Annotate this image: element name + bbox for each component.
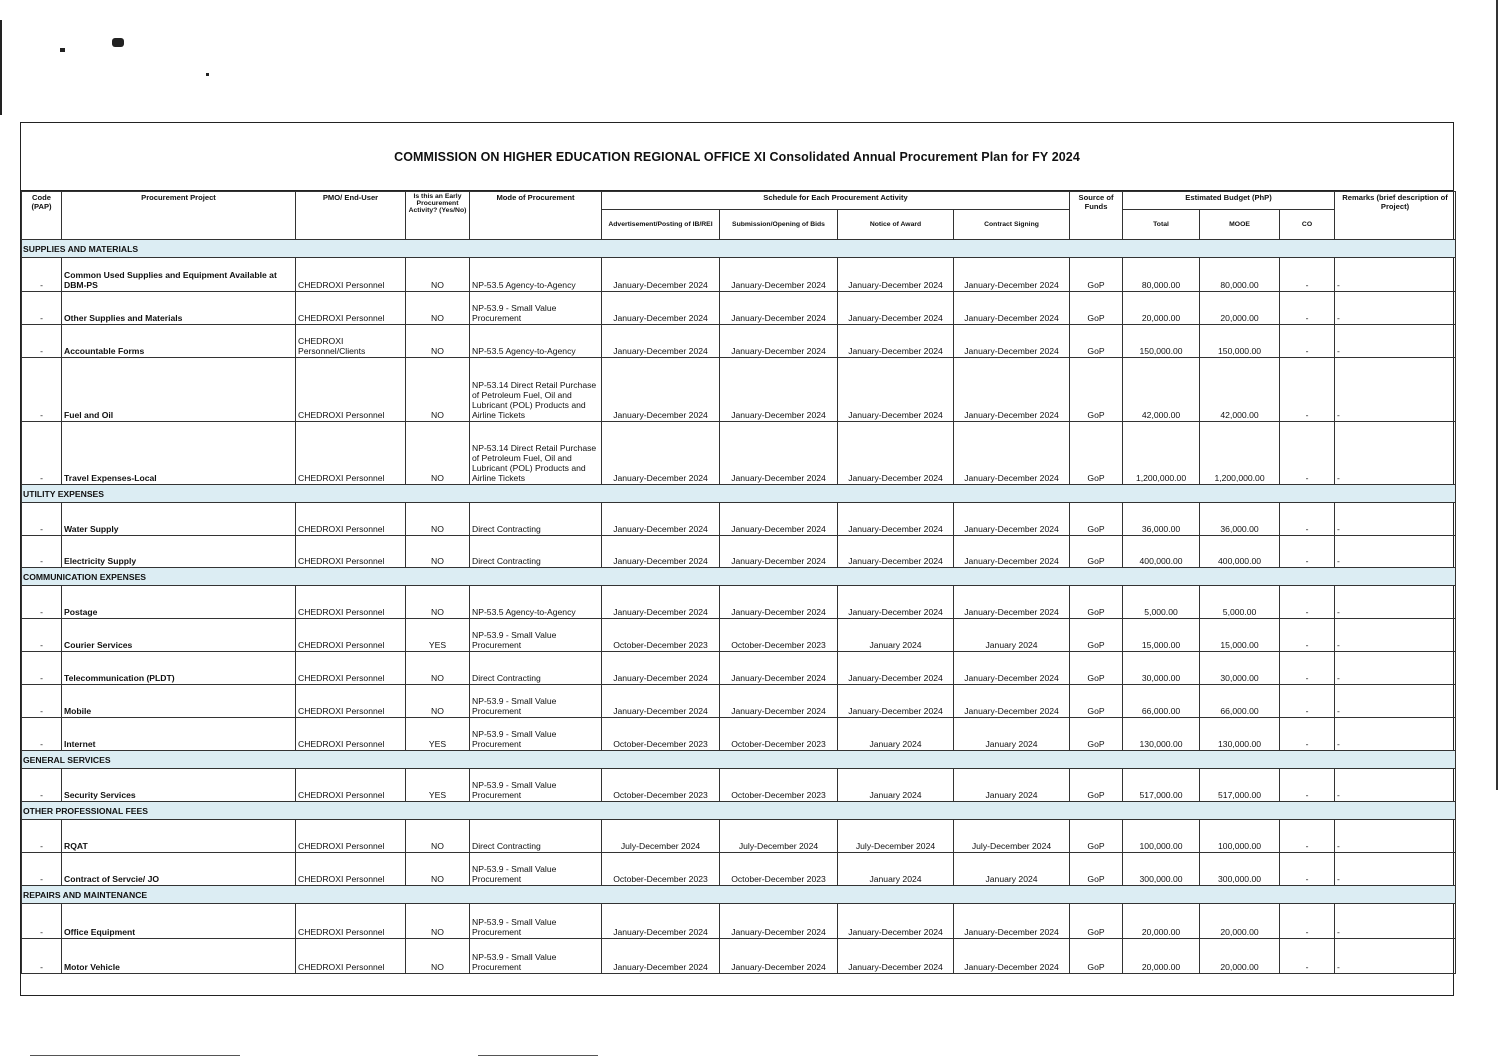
submission-cell: January-December 2024: [720, 358, 838, 422]
notice-of-award-cell: January 2024: [838, 718, 954, 751]
source-of-funds-cell: GoP: [1070, 536, 1123, 568]
source-of-funds-cell: GoP: [1070, 358, 1123, 422]
mode-cell: NP-53.14 Direct Retail Purchase of Petroleum Fuel, Oil and Lubricant (POL) Products and Airline Tickets: [470, 358, 602, 422]
procurement-table-body: [22, 240, 1456, 974]
mooe-cell: 36,000.00: [1200, 503, 1280, 536]
co-cell: -: [1280, 904, 1335, 939]
early-procurement-cell: NO: [406, 503, 470, 536]
advertisement-cell: January-December 2024: [602, 904, 720, 939]
contract-signing-cell: January-December 2024: [954, 258, 1070, 292]
early-procurement-cell: NO: [406, 685, 470, 718]
early-procurement-cell: NO: [406, 258, 470, 292]
total-cell: 30,000.00: [1123, 652, 1200, 685]
mooe-cell: 80,000.00: [1200, 258, 1280, 292]
mooe-cell: 5,000.00: [1200, 586, 1280, 619]
pmo-cell: CHEDROXI Personnel: [296, 619, 406, 652]
early-procurement-cell: NO: [406, 536, 470, 568]
code-cell: -: [22, 422, 62, 485]
advertisement-cell: January-December 2024: [602, 258, 720, 292]
category-label: COMMUNICATION EXPENSES: [22, 568, 1456, 586]
mode-cell: NP-53.9 - Small Value Procurement: [470, 685, 602, 718]
pmo-cell: CHEDROXI Personnel: [296, 586, 406, 619]
advertisement-cell: January-December 2024: [602, 503, 720, 536]
project-cell: Internet: [62, 718, 296, 751]
source-of-funds-cell: GoP: [1070, 718, 1123, 751]
total-cell: 66,000.00: [1123, 685, 1200, 718]
submission-cell: October-December 2023: [720, 853, 838, 886]
remarks-cell: -: [1335, 536, 1456, 568]
submission-cell: January-December 2024: [720, 536, 838, 568]
contract-signing-cell: January-December 2024: [954, 503, 1070, 536]
table-row: [22, 619, 1456, 652]
notice-of-award-cell: January-December 2024: [838, 422, 954, 485]
project-cell: Accountable Forms: [62, 325, 296, 358]
co-cell: -: [1280, 619, 1335, 652]
project-cell: Postage: [62, 586, 296, 619]
notice-of-award-cell: July-December 2024: [838, 820, 954, 853]
co-cell: -: [1280, 769, 1335, 802]
category-row: [22, 240, 1456, 258]
early-procurement-cell: NO: [406, 358, 470, 422]
remarks-cell: -: [1335, 718, 1456, 751]
advertisement-cell: January-December 2024: [602, 685, 720, 718]
total-cell: 15,000.00: [1123, 619, 1200, 652]
mode-cell: NP-53.9 - Small Value Procurement: [470, 718, 602, 751]
mooe-cell: 42,000.00: [1200, 358, 1280, 422]
project-cell: Electricity Supply: [62, 536, 296, 568]
table-row: [22, 503, 1456, 536]
co-cell: -: [1280, 853, 1335, 886]
submission-cell: July-December 2024: [720, 820, 838, 853]
pmo-cell: CHEDROXI Personnel: [296, 853, 406, 886]
pmo-cell: CHEDROXI Personnel: [296, 718, 406, 751]
code-cell: -: [22, 939, 62, 974]
source-of-funds-cell: GoP: [1070, 939, 1123, 974]
advertisement-cell: October-December 2023: [602, 769, 720, 802]
mode-cell: Direct Contracting: [470, 503, 602, 536]
document-title: COMMISSION ON HIGHER EDUCATION REGIONAL OFFICE XI Consolidated Annual Procurement Plan for FY 2024: [394, 149, 1080, 164]
source-of-funds-cell: GoP: [1070, 325, 1123, 358]
remarks-cell: -: [1335, 652, 1456, 685]
category-label: UTILITY EXPENSES: [22, 485, 1456, 503]
category-row: [22, 485, 1456, 503]
project-cell: Courier Services: [62, 619, 296, 652]
submission-cell: January-December 2024: [720, 258, 838, 292]
remarks-cell: -: [1335, 904, 1456, 939]
notice-of-award-cell: January-December 2024: [838, 536, 954, 568]
remarks-cell: -: [1335, 325, 1456, 358]
advertisement-cell: January-December 2024: [602, 652, 720, 685]
submission-cell: October-December 2023: [720, 718, 838, 751]
remarks-cell: -: [1335, 586, 1456, 619]
project-cell: Telecommunication (PLDT): [62, 652, 296, 685]
early-procurement-cell: NO: [406, 292, 470, 325]
mooe-cell: 15,000.00: [1200, 619, 1280, 652]
table-row: [22, 769, 1456, 802]
header-remarks: Remarks (brief description of Project): [1335, 192, 1456, 240]
mooe-cell: 20,000.00: [1200, 939, 1280, 974]
early-procurement-cell: NO: [406, 853, 470, 886]
header-pmo: PMO/ End-User: [296, 192, 406, 240]
source-of-funds-cell: GoP: [1070, 503, 1123, 536]
contract-signing-cell: January-December 2024: [954, 685, 1070, 718]
source-of-funds-cell: GoP: [1070, 820, 1123, 853]
total-cell: 150,000.00: [1123, 325, 1200, 358]
total-cell: 20,000.00: [1123, 939, 1200, 974]
pmo-cell: CHEDROXI Personnel: [296, 422, 406, 485]
mode-cell: Direct Contracting: [470, 652, 602, 685]
early-procurement-cell: YES: [406, 718, 470, 751]
table-row: [22, 422, 1456, 485]
source-of-funds-cell: GoP: [1070, 292, 1123, 325]
advertisement-cell: January-December 2024: [602, 292, 720, 325]
notice-of-award-cell: January-December 2024: [838, 258, 954, 292]
mode-cell: NP-53.5 Agency-to-Agency: [470, 325, 602, 358]
co-cell: -: [1280, 939, 1335, 974]
code-cell: -: [22, 325, 62, 358]
co-cell: -: [1280, 820, 1335, 853]
early-procurement-cell: NO: [406, 422, 470, 485]
notice-of-award-cell: January-December 2024: [838, 939, 954, 974]
category-row: [22, 802, 1456, 820]
co-cell: -: [1280, 325, 1335, 358]
submission-cell: January-December 2024: [720, 325, 838, 358]
remarks-cell: -: [1335, 258, 1456, 292]
mode-cell: NP-53.9 - Small Value Procurement: [470, 292, 602, 325]
contract-signing-cell: January-December 2024: [954, 939, 1070, 974]
advertisement-cell: October-December 2023: [602, 718, 720, 751]
mooe-cell: 20,000.00: [1200, 904, 1280, 939]
pmo-cell: CHEDROXI Personnel: [296, 258, 406, 292]
code-cell: -: [22, 503, 62, 536]
header-co: CO: [1280, 210, 1335, 240]
source-of-funds-cell: GoP: [1070, 586, 1123, 619]
pmo-cell: CHEDROXI Personnel/Clients: [296, 325, 406, 358]
contract-signing-cell: January-December 2024: [954, 586, 1070, 619]
mooe-cell: 300,000.00: [1200, 853, 1280, 886]
project-cell: Fuel and Oil: [62, 358, 296, 422]
mode-cell: NP-53.9 - Small Value Procurement: [470, 853, 602, 886]
project-cell: Mobile: [62, 685, 296, 718]
project-cell: Office Equipment: [62, 904, 296, 939]
contract-signing-cell: January-December 2024: [954, 904, 1070, 939]
total-cell: 517,000.00: [1123, 769, 1200, 802]
code-cell: -: [22, 820, 62, 853]
submission-cell: January-December 2024: [720, 685, 838, 718]
project-cell: Motor Vehicle: [62, 939, 296, 974]
code-cell: -: [22, 258, 62, 292]
co-cell: -: [1280, 422, 1335, 485]
contract-signing-cell: January 2024: [954, 769, 1070, 802]
total-cell: 1,200,000.00: [1123, 422, 1200, 485]
pmo-cell: CHEDROXI Personnel: [296, 292, 406, 325]
early-procurement-cell: NO: [406, 586, 470, 619]
total-cell: 300,000.00: [1123, 853, 1200, 886]
table-row: [22, 358, 1456, 422]
advertisement-cell: October-December 2023: [602, 853, 720, 886]
mooe-cell: 400,000.00: [1200, 536, 1280, 568]
source-of-funds-cell: GoP: [1070, 258, 1123, 292]
header-contract-signing: Contract Signing: [954, 210, 1070, 240]
total-cell: 80,000.00: [1123, 258, 1200, 292]
pmo-cell: CHEDROXI Personnel: [296, 652, 406, 685]
early-procurement-cell: NO: [406, 904, 470, 939]
code-cell: -: [22, 619, 62, 652]
early-procurement-cell: NO: [406, 939, 470, 974]
notice-of-award-cell: January 2024: [838, 619, 954, 652]
mooe-cell: 20,000.00: [1200, 292, 1280, 325]
contract-signing-cell: January 2024: [954, 718, 1070, 751]
contract-signing-cell: January 2024: [954, 853, 1070, 886]
table-row: [22, 685, 1456, 718]
submission-cell: October-December 2023: [720, 619, 838, 652]
mooe-cell: 150,000.00: [1200, 325, 1280, 358]
mooe-cell: 30,000.00: [1200, 652, 1280, 685]
mode-cell: NP-53.14 Direct Retail Purchase of Petroleum Fuel, Oil and Lubricant (POL) Products and Airline Tickets: [470, 422, 602, 485]
notice-of-award-cell: January-December 2024: [838, 325, 954, 358]
category-label: SUPPLIES AND MATERIALS: [22, 240, 1456, 258]
header-schedule: Schedule for Each Procurement Activity: [602, 192, 1070, 210]
header-submission: Submission/Opening of Bids: [720, 210, 838, 240]
submission-cell: January-December 2024: [720, 422, 838, 485]
early-procurement-cell: YES: [406, 769, 470, 802]
signature-line: [478, 1055, 598, 1056]
pmo-cell: CHEDROXI Personnel: [296, 503, 406, 536]
notice-of-award-cell: January-December 2024: [838, 292, 954, 325]
scan-speck: [112, 38, 124, 47]
remarks-cell: -: [1335, 503, 1456, 536]
category-label: OTHER PROFESSIONAL FEES: [22, 802, 1456, 820]
remarks-cell: -: [1335, 939, 1456, 974]
table-row: [22, 325, 1456, 358]
code-cell: -: [22, 769, 62, 802]
mode-cell: Direct Contracting: [470, 536, 602, 568]
pmo-cell: CHEDROXI Personnel: [296, 820, 406, 853]
category-row: [22, 886, 1456, 904]
project-cell: Other Supplies and Materials: [62, 292, 296, 325]
mooe-cell: 517,000.00: [1200, 769, 1280, 802]
notice-of-award-cell: January-December 2024: [838, 358, 954, 422]
advertisement-cell: January-December 2024: [602, 358, 720, 422]
contract-signing-cell: January-December 2024: [954, 292, 1070, 325]
remarks-cell: -: [1335, 685, 1456, 718]
pmo-cell: CHEDROXI Personnel: [296, 939, 406, 974]
table-row: [22, 652, 1456, 685]
remarks-cell: -: [1335, 292, 1456, 325]
remarks-cell: -: [1335, 619, 1456, 652]
header-mode: Mode of Procurement: [470, 192, 602, 240]
project-cell: Common Used Supplies and Equipment Available at DBM-PS: [62, 258, 296, 292]
project-cell: Contract of Servcie/ JO: [62, 853, 296, 886]
table-row: [22, 258, 1456, 292]
remarks-cell: -: [1335, 769, 1456, 802]
mode-cell: NP-53.9 - Small Value Procurement: [470, 619, 602, 652]
submission-cell: January-December 2024: [720, 292, 838, 325]
code-cell: -: [22, 718, 62, 751]
procurement-table: [21, 191, 1456, 974]
header-project: Procurement Project: [62, 192, 296, 240]
pmo-cell: CHEDROXI Personnel: [296, 769, 406, 802]
notice-of-award-cell: January 2024: [838, 853, 954, 886]
source-of-funds-cell: GoP: [1070, 652, 1123, 685]
code-cell: -: [22, 652, 62, 685]
advertisement-cell: January-December 2024: [602, 422, 720, 485]
co-cell: -: [1280, 258, 1335, 292]
submission-cell: January-December 2024: [720, 503, 838, 536]
early-procurement-cell: YES: [406, 619, 470, 652]
co-cell: -: [1280, 292, 1335, 325]
code-cell: -: [22, 586, 62, 619]
title-row: [21, 123, 1453, 191]
co-cell: -: [1280, 718, 1335, 751]
header-code: Code (PAP): [22, 192, 62, 240]
remarks-cell: -: [1335, 820, 1456, 853]
header-total: Total: [1123, 210, 1200, 240]
table-row: [22, 292, 1456, 325]
total-cell: 20,000.00: [1123, 904, 1200, 939]
mode-cell: NP-53.5 Agency-to-Agency: [470, 258, 602, 292]
pmo-cell: CHEDROXI Personnel: [296, 358, 406, 422]
source-of-funds-cell: GoP: [1070, 904, 1123, 939]
table-row: [22, 586, 1456, 619]
submission-cell: January-December 2024: [720, 586, 838, 619]
co-cell: -: [1280, 586, 1335, 619]
category-label: REPAIRS AND MAINTENANCE: [22, 886, 1456, 904]
header-mooe: MOOE: [1200, 210, 1280, 240]
table-row: [22, 820, 1456, 853]
scan-speck: [60, 48, 65, 52]
advertisement-cell: January-December 2024: [602, 536, 720, 568]
mode-cell: NP-53.9 - Small Value Procurement: [470, 939, 602, 974]
total-cell: 42,000.00: [1123, 358, 1200, 422]
advertisement-cell: October-December 2023: [602, 619, 720, 652]
project-cell: Travel Expenses-Local: [62, 422, 296, 485]
code-cell: -: [22, 904, 62, 939]
table-row: [22, 939, 1456, 974]
mooe-cell: 66,000.00: [1200, 685, 1280, 718]
submission-cell: January-December 2024: [720, 904, 838, 939]
header-advertisement: Advertisement/Posting of IB/REI: [602, 210, 720, 240]
header-early: Is this an Early Procurement Activity? (Yes/No): [406, 192, 470, 240]
advertisement-cell: July-December 2024: [602, 820, 720, 853]
table-row: [22, 853, 1456, 886]
pmo-cell: CHEDROXI Personnel: [296, 685, 406, 718]
total-cell: 5,000.00: [1123, 586, 1200, 619]
pmo-cell: CHEDROXI Personnel: [296, 536, 406, 568]
notice-of-award-cell: January-December 2024: [838, 904, 954, 939]
co-cell: -: [1280, 503, 1335, 536]
category-label: GENERAL SERVICES: [22, 751, 1456, 769]
header-notice-of-award: Notice of Award: [838, 210, 954, 240]
project-cell: RQAT: [62, 820, 296, 853]
source-of-funds-cell: GoP: [1070, 685, 1123, 718]
project-cell: Water Supply: [62, 503, 296, 536]
submission-cell: January-December 2024: [720, 652, 838, 685]
co-cell: -: [1280, 536, 1335, 568]
scan-speck: [206, 73, 209, 76]
mode-cell: NP-53.9 - Small Value Procurement: [470, 904, 602, 939]
signature-line: [30, 1055, 240, 1056]
total-cell: 130,000.00: [1123, 718, 1200, 751]
submission-cell: January-December 2024: [720, 939, 838, 974]
notice-of-award-cell: January-December 2024: [838, 586, 954, 619]
advertisement-cell: January-December 2024: [602, 939, 720, 974]
contract-signing-cell: January-December 2024: [954, 536, 1070, 568]
category-row: [22, 568, 1456, 586]
mooe-cell: 130,000.00: [1200, 718, 1280, 751]
contract-signing-cell: January-December 2024: [954, 652, 1070, 685]
code-cell: -: [22, 292, 62, 325]
contract-signing-cell: January-December 2024: [954, 325, 1070, 358]
source-of-funds-cell: GoP: [1070, 769, 1123, 802]
header-source: Source of Funds: [1070, 192, 1123, 240]
mode-cell: NP-53.5 Agency-to-Agency: [470, 586, 602, 619]
total-cell: 20,000.00: [1123, 292, 1200, 325]
header-budget: Estimated Budget (PhP): [1123, 192, 1335, 210]
code-cell: -: [22, 853, 62, 886]
notice-of-award-cell: January 2024: [838, 769, 954, 802]
code-cell: -: [22, 685, 62, 718]
table-row: [22, 536, 1456, 568]
contract-signing-cell: January 2024: [954, 619, 1070, 652]
total-cell: 36,000.00: [1123, 503, 1200, 536]
source-of-funds-cell: GoP: [1070, 853, 1123, 886]
total-cell: 400,000.00: [1123, 536, 1200, 568]
table-row: [22, 904, 1456, 939]
project-cell: Security Services: [62, 769, 296, 802]
remarks-cell: -: [1335, 853, 1456, 886]
co-cell: -: [1280, 358, 1335, 422]
mooe-cell: 100,000.00: [1200, 820, 1280, 853]
contract-signing-cell: July-December 2024: [954, 820, 1070, 853]
advertisement-cell: January-December 2024: [602, 586, 720, 619]
notice-of-award-cell: January-December 2024: [838, 685, 954, 718]
source-of-funds-cell: GoP: [1070, 422, 1123, 485]
co-cell: -: [1280, 685, 1335, 718]
contract-signing-cell: January-December 2024: [954, 422, 1070, 485]
early-procurement-cell: NO: [406, 325, 470, 358]
remarks-cell: -: [1335, 358, 1456, 422]
code-cell: -: [22, 358, 62, 422]
total-cell: 100,000.00: [1123, 820, 1200, 853]
early-procurement-cell: NO: [406, 820, 470, 853]
table-row: [22, 718, 1456, 751]
mode-cell: NP-53.9 - Small Value Procurement: [470, 769, 602, 802]
contract-signing-cell: January-December 2024: [954, 358, 1070, 422]
code-cell: -: [22, 536, 62, 568]
submission-cell: October-December 2023: [720, 769, 838, 802]
notice-of-award-cell: January-December 2024: [838, 652, 954, 685]
mode-cell: Direct Contracting: [470, 820, 602, 853]
pmo-cell: CHEDROXI Personnel: [296, 904, 406, 939]
notice-of-award-cell: January-December 2024: [838, 503, 954, 536]
category-row: [22, 751, 1456, 769]
co-cell: -: [1280, 652, 1335, 685]
procurement-plan-document: [20, 122, 1454, 996]
early-procurement-cell: NO: [406, 652, 470, 685]
source-of-funds-cell: GoP: [1070, 619, 1123, 652]
scan-edge-left: [0, 20, 2, 115]
scan-edge-right: [1496, 0, 1498, 790]
remarks-cell: -: [1335, 422, 1456, 485]
advertisement-cell: January-December 2024: [602, 325, 720, 358]
mooe-cell: 1,200,000.00: [1200, 422, 1280, 485]
